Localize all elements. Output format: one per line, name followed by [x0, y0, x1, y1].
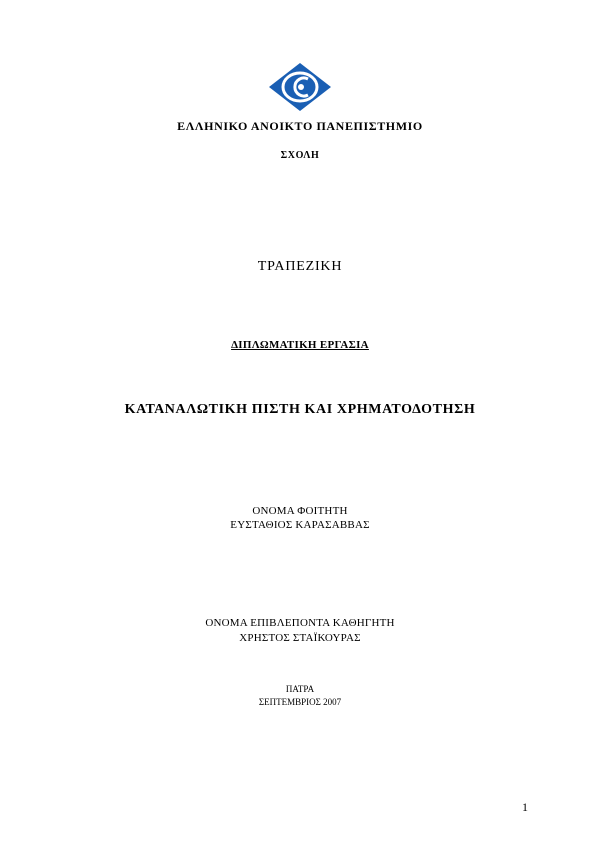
date: ΣΕΠΤΕΜΒΡΙΟΣ 2007: [258, 697, 342, 707]
student-name: ΕΥΣΤΑΘΙΟΣ ΚΑΡΑΣΑΒΒΑΣ: [230, 519, 370, 531]
city: ΠΑΤΡΑ: [285, 684, 315, 694]
school-name: ΣΧΟΛΗ: [280, 150, 320, 161]
student-label: ΟΝΟΜΑ ΦΟΙΤΗΤΗ: [252, 505, 348, 517]
thesis-type: ΔΙΠΛΩΜΑΤΙΚΗ ΕΡΓΑΣΙΑ: [231, 339, 369, 351]
thesis-title: ΚΑΤΑΝΑΛΩΤΙΚΗ ΠΙΣΤΗ ΚΑΙ ΧΡΗΜΑΤΟΔΟΤΗΣΗ: [124, 402, 476, 417]
university-name: ΕΛΛΗΝΙΚΟ ΑΝΟΙΚΤΟ ΠΑΝΕΠΙΣΤΗΜΙΟ: [177, 119, 423, 133]
program-name: ΤΡΑΠΕΖΙΚΗ: [257, 259, 343, 274]
supervisor-label: ΟΝΟΜΑ ΕΠΙΒΛΕΠΟΝΤΑ ΚΑΘΗΓΗΤΗ: [205, 617, 395, 629]
university-logo-icon: [268, 62, 332, 112]
page-number: 1: [522, 800, 528, 814]
supervisor-name: ΧΡΗΣΤΟΣ ΣΤΑΪΚΟΥΡΑΣ: [239, 632, 361, 644]
